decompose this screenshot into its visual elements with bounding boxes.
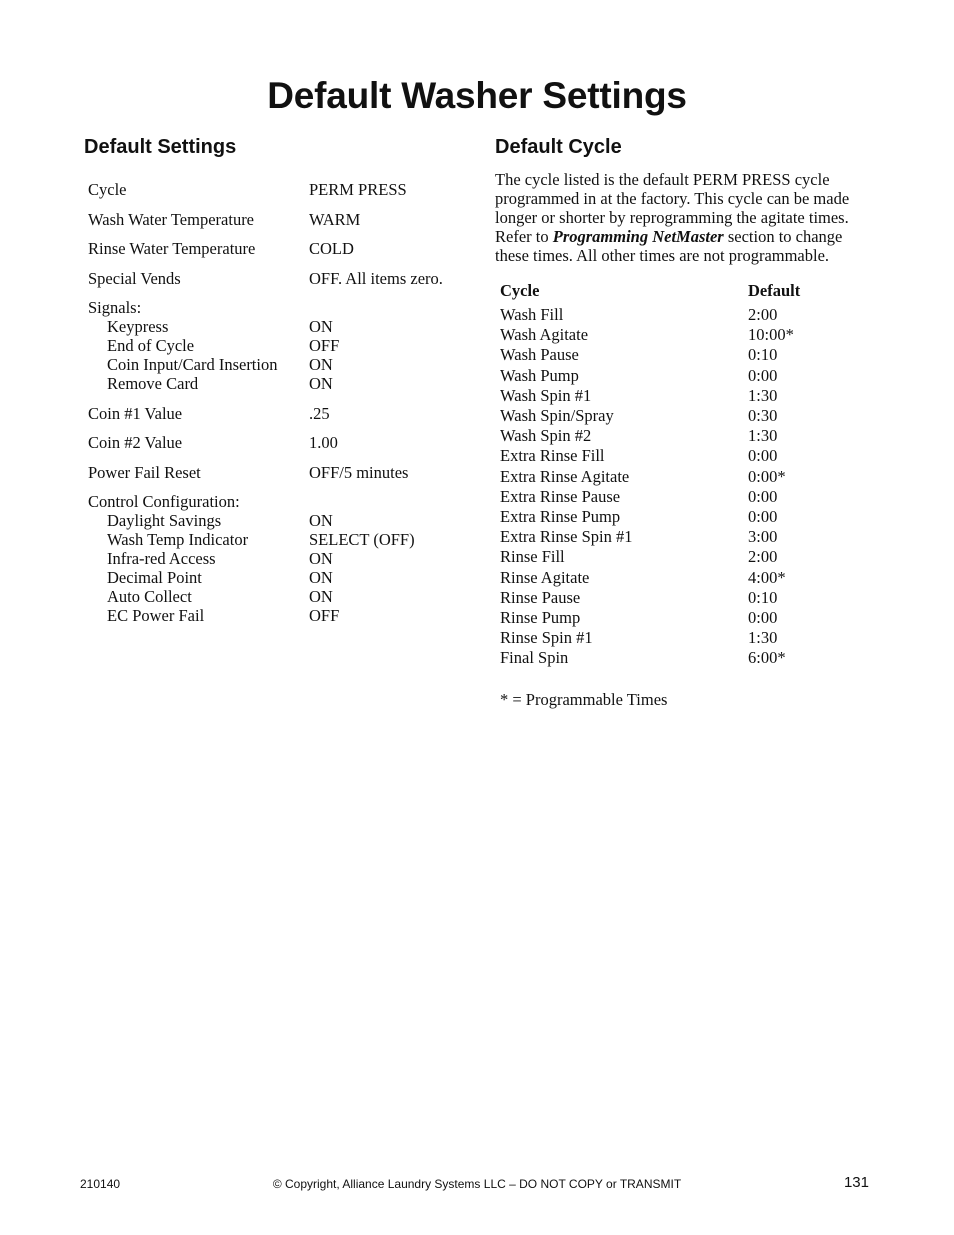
setting-value: PERM PRESS	[309, 180, 407, 199]
table-row	[500, 628, 860, 648]
cycle-step-default: 0:00	[748, 365, 778, 385]
intro-text-end: section to change these times. All other times are not programmable.	[495, 227, 843, 265]
table-row	[500, 406, 860, 426]
cycle-step-default: 6:00*	[748, 648, 786, 668]
page-title: Default Washer Settings	[267, 75, 687, 116]
cycle-step-name: Rinse Fill	[500, 547, 565, 567]
signal-row	[88, 374, 468, 393]
signals-group	[88, 298, 468, 393]
table-row	[500, 487, 860, 507]
config-label: Wash Temp Indicator	[107, 530, 249, 549]
cycle-step-default: 0:00	[748, 446, 778, 466]
cycle-step-name: Wash Spin #2	[500, 426, 592, 446]
config-row	[88, 606, 468, 625]
setting-label: Power Fail Reset	[88, 462, 201, 482]
setting-value: OFF. All items zero.	[309, 268, 443, 288]
footnote: * = Programmable Times	[500, 690, 668, 709]
table-row	[500, 446, 860, 466]
cycle-step-default: 0:00	[748, 608, 778, 628]
default-cycle-intro	[495, 170, 875, 265]
cycle-step-name: Rinse Pump	[500, 608, 581, 628]
document-number: 210140	[80, 1177, 121, 1191]
copyright-notice: © Copyright, Alliance Laundry Systems LLC – DO NOT COPY or TRANSMIT	[272, 1177, 682, 1191]
cycle-step-name: Extra Rinse Agitate	[500, 466, 630, 486]
cycle-step-name: Final Spin	[500, 648, 569, 668]
cycle-step-default: 0:30	[748, 406, 778, 426]
table-row	[500, 325, 860, 345]
cycle-step-name: Extra Rinse Spin #1	[500, 527, 633, 547]
table-row	[500, 648, 860, 668]
cycle-step-default: 1:30	[748, 426, 778, 446]
table-row	[500, 386, 860, 406]
cycle-step-default: 0:00	[748, 507, 778, 527]
cycle-step-default: 1:30	[748, 628, 778, 648]
cycle-step-default: 1:30	[748, 385, 778, 405]
page-number: 131	[843, 1174, 869, 1191]
setting-row	[88, 210, 468, 229]
cycle-step-default: 2:00	[748, 305, 778, 324]
intro-emphasis: Programming NetMaster	[552, 227, 724, 246]
cycle-step-default: 4:00*	[748, 567, 786, 587]
config-label: Daylight Savings	[107, 511, 222, 530]
signal-row	[88, 317, 468, 336]
intro-text: The cycle listed is the default PERM PRESS cycle programmed in at the factory. This cycle can be made longer or shorter by reprogramming the agitate times. Refer to	[495, 170, 850, 246]
cycle-step-default: 10:00*	[748, 325, 794, 345]
setting-row	[88, 404, 468, 423]
setting-label: Rinse Water Temperature	[88, 239, 256, 258]
control-configuration-title: Control Configuration:	[88, 492, 240, 511]
cycle-step-default: 0:00	[748, 486, 778, 506]
cycle-table-body	[500, 305, 860, 669]
signal-value: ON	[309, 317, 333, 336]
cycle-step-name: Rinse Spin #1	[500, 628, 593, 648]
setting-row	[88, 433, 468, 452]
signal-value: OFF	[309, 336, 340, 355]
config-value: ON	[309, 587, 333, 606]
setting-label: Coin #1 Value	[88, 403, 183, 423]
cycle-step-name: Extra Rinse Fill	[500, 446, 605, 466]
column-header-default: Default	[748, 281, 801, 300]
cycle-table-header	[500, 281, 860, 300]
signal-row	[88, 336, 468, 355]
cycle-step-default: 0:10	[748, 587, 778, 607]
config-label: Infra-red Access	[107, 549, 216, 568]
table-row	[500, 305, 860, 325]
setting-value: 1.00	[309, 433, 338, 452]
cycle-step-name: Wash Spin #1	[500, 385, 592, 405]
config-row	[88, 530, 468, 549]
cycle-step-name: Rinse Agitate	[500, 567, 590, 587]
config-row	[88, 568, 468, 587]
cycle-step-default: 0:00*	[748, 466, 786, 486]
config-row	[88, 511, 468, 530]
cycle-step-name: Wash Pause	[500, 345, 579, 365]
cycle-step-name: Extra Rinse Pump	[500, 507, 621, 527]
setting-label: Special Vends	[88, 268, 181, 288]
setting-value: .25	[309, 403, 330, 423]
config-value: ON	[309, 549, 333, 568]
table-row	[500, 608, 860, 628]
setting-row	[88, 239, 468, 258]
cycle-step-default: 0:10	[748, 345, 778, 365]
signal-label: End of Cycle	[107, 336, 195, 355]
setting-label: Wash Water Temperature	[88, 209, 255, 229]
cycle-step-default: 3:00	[748, 527, 778, 547]
setting-value: OFF/5 minutes	[309, 462, 409, 482]
cycle-step-default: 2:00	[748, 547, 778, 567]
table-row	[500, 366, 860, 386]
config-row	[88, 549, 468, 568]
table-row	[500, 467, 860, 487]
config-value: ON	[309, 511, 333, 530]
table-row	[500, 527, 860, 547]
signals-title: Signals:	[88, 298, 142, 317]
config-value: ON	[309, 568, 333, 587]
config-label: Auto Collect	[107, 587, 192, 606]
default-cycle-table	[500, 281, 860, 669]
default-cycle-heading: Default Cycle	[495, 136, 622, 158]
setting-row	[88, 180, 468, 199]
default-settings-heading: Default Settings	[84, 136, 237, 158]
cycle-step-name: Wash Pump	[500, 365, 579, 385]
config-label: Decimal Point	[107, 568, 202, 587]
table-row	[500, 547, 860, 567]
signal-label: Keypress	[107, 317, 169, 336]
setting-label: Cycle	[88, 180, 127, 199]
setting-row	[88, 269, 468, 288]
cycle-step-name: Rinse Pause	[500, 587, 581, 607]
setting-row	[88, 463, 468, 482]
table-row	[500, 568, 860, 588]
table-row	[500, 345, 860, 365]
column-header-cycle: Cycle	[500, 281, 540, 300]
setting-label: Coin #2 Value	[88, 433, 183, 452]
table-row	[500, 507, 860, 527]
cycle-step-name: Wash Agitate	[500, 325, 589, 345]
signal-row	[88, 355, 468, 374]
config-row	[88, 587, 468, 606]
cycle-step-name: Wash Spin/Spray	[500, 406, 614, 426]
setting-value: COLD	[309, 239, 354, 258]
signal-label: Coin Input/Card Insertion	[107, 355, 278, 374]
table-row	[500, 588, 860, 608]
cycle-step-name: Extra Rinse Pause	[500, 486, 621, 506]
config-label: EC Power Fail	[107, 606, 205, 625]
cycle-step-name: Wash Fill	[500, 305, 564, 324]
default-settings-table	[88, 180, 468, 636]
signal-label: Remove Card	[107, 374, 199, 393]
config-value: OFF	[309, 606, 340, 625]
signal-value: ON	[309, 355, 333, 374]
table-row	[500, 426, 860, 446]
control-configuration-group	[88, 492, 468, 625]
signal-value: ON	[309, 374, 333, 393]
config-value: SELECT (OFF)	[309, 530, 415, 549]
setting-value: WARM	[309, 209, 361, 229]
